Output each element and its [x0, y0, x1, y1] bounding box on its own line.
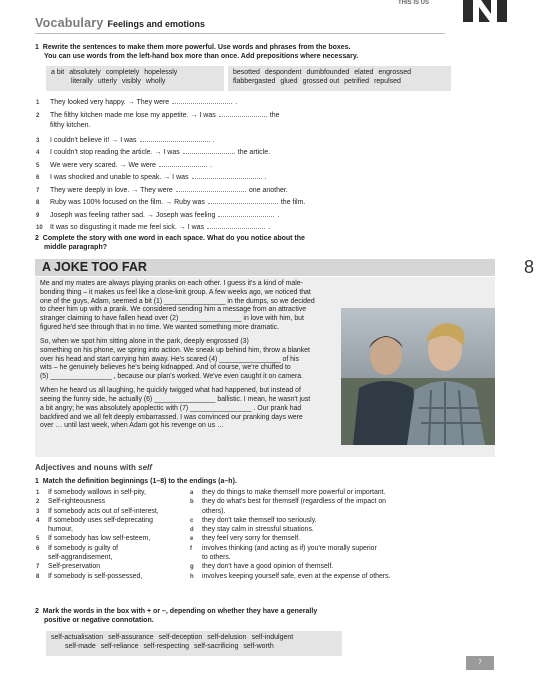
match-left-item — [36, 535, 194, 544]
box-word: besotted — [233, 69, 260, 76]
match-number: 6 — [36, 545, 40, 552]
sentence-number: 5 — [36, 162, 40, 169]
story-line: figured he'd see through that in no time. We wanted something more dramatic. — [40, 324, 280, 332]
match-right-item — [190, 508, 490, 517]
story-line: stranger claiming to have fallen head over (2) ________________ in love with him, but — [40, 315, 304, 323]
box-word: flabbergasted — [233, 77, 276, 85]
section-name: Vocabulary — [35, 16, 104, 30]
match-letter: f — [190, 545, 192, 552]
match-number: 8 — [36, 573, 40, 580]
box-word: self-reliance — [100, 642, 139, 650]
story-title: A JOKE TOO FAR — [42, 260, 147, 274]
unit-label: THIS IS US — [398, 0, 430, 6]
ex1-right-word-box — [228, 66, 451, 91]
match-left-item — [36, 545, 194, 554]
sentence-text: Joseph was feeling rather sad. → Joseph was feeling — [50, 211, 216, 219]
match-letter: a — [190, 490, 194, 496]
story-line: Me and my mates are always playing pranks on each other. I guess it's a kind of male- — [40, 280, 303, 287]
ex1-instr-line-1: Rewrite the sentences to make them more powerful. Use words and phrases from the boxes. — [42, 44, 351, 51]
sentence-end: the — [269, 111, 280, 119]
section-subtitle: Feelings and emotions — [107, 19, 205, 29]
box-word: absolutely — [69, 69, 101, 76]
self-word-box — [46, 631, 342, 656]
match-left-item — [36, 563, 194, 572]
box-word: wholly — [145, 77, 166, 85]
box-word: self-assurance — [108, 634, 154, 641]
self-match-left-list — [36, 489, 194, 582]
page-title — [35, 16, 205, 32]
box-word: utterly — [97, 77, 117, 85]
sentence-text: We were very scared. → We were — [50, 161, 156, 169]
box-word: repulsed — [374, 77, 401, 85]
box-word: engrossed — [378, 69, 412, 76]
match-text: they don't take themself too seriously. — [202, 516, 317, 524]
self-ex2-instr-line-1: Mark the words in the box with + or –, depending on whether they have a generally — [42, 608, 318, 615]
page-number: 7 — [466, 656, 494, 670]
match-letter: d — [190, 527, 194, 534]
ex2-instr-line-2: middle paragraph? — [44, 243, 108, 251]
ex2-instr-line-1: Complete the story with one word in each space. What do you notice about the — [42, 235, 305, 242]
sentence-end: . — [277, 211, 280, 219]
match-right-item — [190, 563, 490, 572]
sentence-row — [36, 147, 456, 160]
right-box-row-1 — [233, 69, 446, 78]
sentence-end: . — [268, 224, 271, 231]
match-right-item — [190, 545, 490, 554]
sentence-number: 10 — [36, 225, 43, 231]
sentence-end: . — [209, 161, 212, 169]
answer-blank — [208, 197, 278, 204]
story-line: over … until last week, when Adam got his revenge on us … — [40, 422, 224, 430]
sentence-end: . — [212, 136, 215, 144]
match-right-item — [190, 535, 490, 544]
match-right-item — [190, 517, 490, 526]
box-word: visibly — [121, 77, 141, 85]
answer-blank — [219, 110, 267, 117]
match-left-item — [36, 517, 194, 526]
left-box-row-2 — [51, 78, 219, 87]
sentence-end: . — [235, 99, 238, 106]
match-text: they do what's best for themself (regardless of the impact on — [202, 498, 387, 506]
box-word: hopelessly — [144, 69, 178, 76]
box-word: self-worth — [243, 642, 274, 650]
sentence-number: 7 — [36, 187, 40, 194]
sentence-row — [36, 197, 456, 210]
box-word: self-sacrificing — [194, 642, 239, 650]
box-word: self-deception — [158, 634, 203, 641]
ex1-sentence-list — [36, 97, 456, 235]
match-left-item — [36, 526, 194, 535]
match-letter: e — [190, 536, 194, 543]
sentence-number: 9 — [36, 212, 40, 219]
box-word: self-indulgent — [251, 634, 294, 641]
sentence-number: 2 — [36, 112, 40, 119]
match-text: they feel very sorry for themself. — [202, 535, 301, 543]
match-number: 1 — [36, 490, 40, 496]
story-line: something on his phone, we spring into action. We sneak up behind him, throw a blanket — [40, 346, 310, 354]
story-line: So, when we spot him sitting alone in the park, deeply engrossed (3) — [40, 337, 249, 345]
match-left-item — [36, 508, 194, 517]
sentence-text: I couldn't stop reading the article. → I was — [50, 149, 180, 156]
answer-blank — [207, 222, 265, 229]
ex1-instruction — [35, 44, 358, 62]
match-text: they do things to make themself more powerful or important. — [202, 489, 386, 496]
story-line: seeing the funny side, he actually (6) ________________ ballistic. I mean, he wasn't just — [40, 395, 311, 403]
match-text: humour, — [48, 526, 73, 534]
match-text: Self-preservation — [48, 563, 101, 571]
sentence-text: filthy kitchen. — [50, 122, 91, 129]
unit-number: 8 — [524, 257, 535, 277]
match-text: to others. — [202, 554, 231, 562]
match-number: 5 — [36, 536, 40, 543]
story-line: over his head and start carrying him away. He's scared (4) ________________ of his — [40, 355, 299, 363]
match-text: If somebody acts out of self-interest, — [48, 507, 159, 515]
match-text: they stay calm in stressful situations. — [202, 526, 314, 534]
answer-blank — [218, 210, 274, 217]
match-left-item — [36, 489, 194, 498]
match-right-item — [190, 526, 490, 535]
story-line: wits – he genuinely believes he's being kidnapped. And of course, we're chuffed to — [40, 364, 291, 372]
story-line: a bit angry; he was absolutely apoplectic with (7) ________________ . Our prank had — [40, 404, 302, 412]
match-text: self-aggrandisement, — [48, 554, 113, 562]
sentence-text: The filthy kitchen made me lose my appetite. → I was — [50, 111, 216, 119]
sentence-text: I was shocked and unable to speak. → I was — [50, 174, 189, 181]
match-left-item — [36, 498, 194, 507]
match-letter: c — [190, 517, 194, 524]
sentence-row — [36, 185, 456, 198]
sentence-text: I couldn't believe it! → I was — [50, 136, 137, 144]
story-line: (5) ________________ , because our plan's worked. We've even caught it on camera. — [40, 373, 303, 381]
story-line: When he heard us all laughing, he quickly twigged what had happened, but instead of — [40, 387, 301, 395]
box-word: a bit — [51, 69, 65, 76]
self-box-row-2 — [51, 643, 337, 652]
self-match-right-list — [190, 489, 490, 582]
sentence-row — [36, 210, 456, 223]
self-ex1-instruction — [35, 478, 237, 487]
sentence-text: They looked very happy. → They were — [50, 99, 170, 106]
answer-blank — [159, 160, 207, 167]
sentence-text: Ruby was 100% focused on the film. → Ruby was — [50, 199, 205, 206]
sentence-number: 4 — [36, 150, 40, 156]
sentence-number: 3 — [36, 137, 40, 144]
answer-blank — [172, 97, 232, 104]
sentence-text: They were deeply in love. → They were — [50, 186, 173, 194]
match-text: If somebody uses self-deprecating — [48, 516, 153, 524]
match-left-item — [36, 554, 194, 563]
ex1-left-word-box — [46, 66, 224, 91]
sentence-number: 8 — [36, 200, 40, 206]
match-text: Self-righteousness — [48, 498, 106, 506]
sentence-end: . — [264, 174, 267, 181]
sentence-row — [36, 135, 456, 148]
sentence-row — [36, 172, 456, 185]
match-letter: g — [190, 564, 194, 571]
match-left-item — [36, 573, 194, 582]
match-text: they don't have a good opinion of themself. — [202, 563, 334, 571]
match-letter: b — [190, 499, 194, 506]
box-word: self-made — [65, 642, 96, 650]
match-number: 3 — [36, 508, 40, 515]
match-text: involves keeping yourself safe, even at the expense of others. — [202, 572, 391, 580]
self-ex2-number: 2 — [35, 608, 39, 615]
box-word: completely — [105, 69, 140, 76]
self-ex2-instruction — [35, 608, 317, 626]
self-ex1-instr-text: Match the definition beginnings (1–8) to the endings (a–h). — [42, 478, 237, 485]
sentence-row — [36, 110, 456, 123]
sentence-row — [36, 160, 456, 173]
self-box-row-1 — [51, 634, 337, 643]
story-line: backfired and we all felt deeply embarrassed. I was convinced our pranking days were — [40, 413, 303, 421]
ex2-number: 2 — [35, 235, 39, 242]
ex2-instruction — [35, 235, 305, 253]
box-word: literally — [71, 77, 93, 85]
sentence-text: It was so disgusting it made me feel sick. → I was — [50, 224, 205, 231]
match-letter: h — [190, 573, 194, 580]
match-text: others). — [202, 507, 226, 515]
unit-corner-logo — [463, 0, 507, 22]
story-photo — [341, 308, 495, 445]
header-divider — [35, 33, 445, 34]
box-word: self-actualisation — [51, 634, 104, 641]
answer-blank — [183, 147, 235, 154]
match-right-item — [190, 554, 490, 563]
match-text: If somebody has low self-esteem, — [48, 535, 151, 543]
box-word: self-respecting — [143, 642, 190, 650]
sentence-number: 6 — [36, 175, 40, 181]
box-word: self-delusion — [207, 634, 247, 641]
answer-blank — [140, 135, 210, 142]
self-ex1-number: 1 — [35, 478, 39, 485]
match-text: involves thinking (and acting as if) you're morally superior — [202, 544, 377, 552]
left-box-row-1 — [51, 69, 219, 78]
match-number: 7 — [36, 564, 40, 571]
self-title-italic: self — [138, 463, 152, 472]
self-section-title — [35, 463, 152, 473]
box-word: glued — [280, 77, 298, 85]
story-line: one of the guys, Adam, seemed a bit (1) ________________ in the dumps, so we decided — [40, 297, 315, 305]
box-word: elated — [354, 69, 374, 76]
sentence-row — [36, 222, 456, 235]
sentence-end: the article. — [237, 149, 271, 156]
self-title-text: Adjectives and nouns with — [35, 463, 136, 472]
match-right-item — [190, 498, 490, 507]
sentence-row — [36, 122, 456, 135]
answer-blank — [176, 185, 246, 192]
ex1-instr-line-2: You can use words from the left-hand box more than once. Add prepositions where necessary. — [44, 52, 359, 60]
match-text: If somebody is self-possessed, — [48, 572, 143, 580]
sentence-end: the film. — [280, 199, 306, 206]
box-word: despondent — [264, 69, 302, 76]
answer-blank — [192, 172, 262, 179]
match-number: 4 — [36, 517, 40, 524]
box-word: dumbfounded — [306, 69, 350, 76]
match-right-item — [190, 489, 490, 498]
sentence-number: 1 — [36, 100, 40, 106]
box-word: grossed out — [302, 77, 340, 85]
ex1-number: 1 — [35, 44, 39, 51]
sentence-end: one another. — [248, 186, 288, 194]
match-text: If somebody wallows in self-pity, — [48, 489, 146, 496]
story-line: to cheer him up with a prank. We considered sending him a message from an attractive — [40, 306, 307, 314]
right-box-row-2 — [233, 78, 446, 87]
self-ex2-instr-line-2: positive or negative connotation. — [44, 616, 154, 624]
sentence-row — [36, 97, 456, 110]
match-text: If somebody is guilty of — [48, 544, 119, 552]
match-number: 2 — [36, 499, 40, 506]
match-right-item — [190, 573, 490, 582]
story-line: bonding thing – it makes us feel like a close-knit group. A few weeks ago, we noticed that — [40, 288, 311, 296]
box-word: petrified — [344, 77, 370, 85]
